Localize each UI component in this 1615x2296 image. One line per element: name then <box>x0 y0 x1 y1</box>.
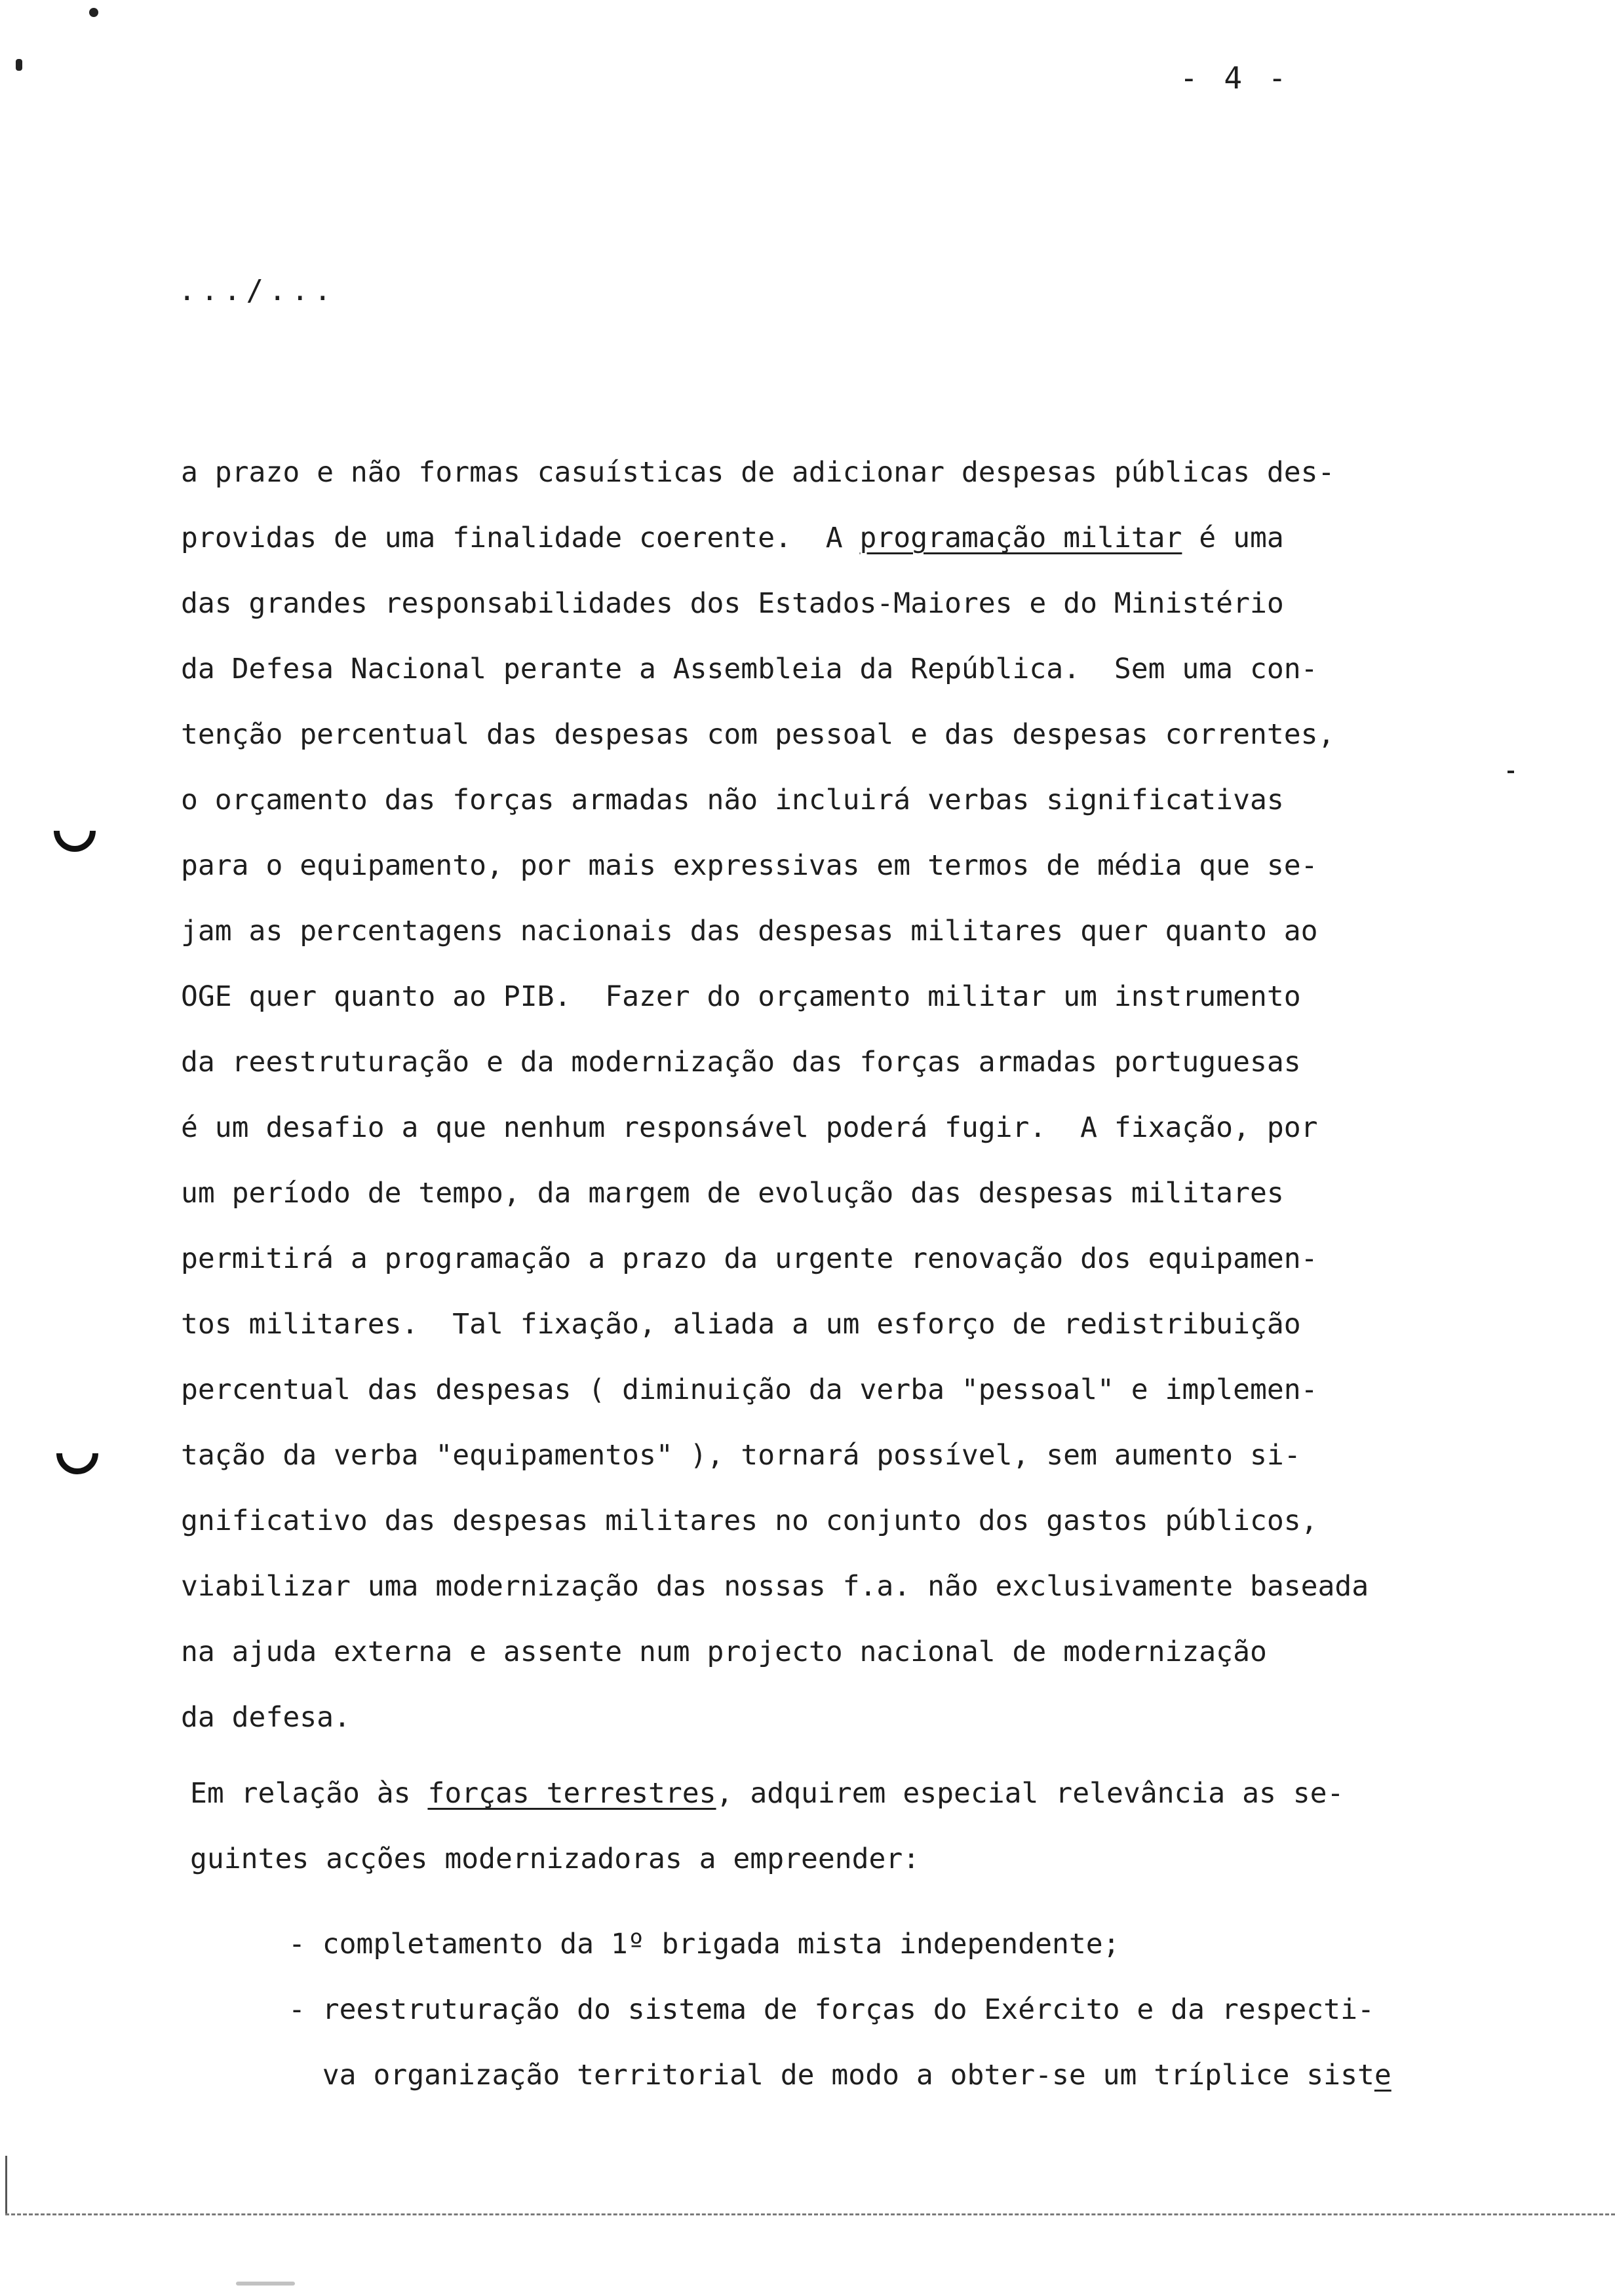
list-item-line <box>288 1993 1374 2026</box>
paragraph-line <box>181 1638 1267 1666</box>
punch-hole-mark <box>45 801 105 861</box>
line-text: viabilizar uma modernização das nossas f.a. não exclusivamente baseada <box>181 1570 1369 1603</box>
scan-speck <box>1508 771 1514 773</box>
paragraph-line <box>181 655 1318 683</box>
underlined-term: programação militar <box>859 522 1182 554</box>
line-text: jam as percentagens nacionais das despesas militares quer quanto ao <box>181 915 1318 947</box>
paragraph-line <box>181 1179 1284 1208</box>
paragraph-line <box>181 1373 1318 1406</box>
paragraph-line <box>181 587 1284 620</box>
paragraph-line <box>181 456 1335 489</box>
line-text: - completamento da 1º brigada mista independente; <box>288 1928 1120 1961</box>
line-text: tos militares. Tal fixação, aliada a um esforço de redistribuição <box>181 1308 1301 1341</box>
line-text: permitirá a programação a prazo da urgente renovação dos equipamen- <box>181 1242 1318 1275</box>
paragraph-line <box>190 1845 920 1873</box>
line-text: é um desafio a que nenhum responsável poderá fugir. A fixação, por <box>181 1111 1318 1144</box>
page-number: - 4 - <box>1180 60 1291 96</box>
paragraph-line <box>181 1242 1318 1275</box>
line-text: para o equipamento, por mais expressivas em termos de média que se- <box>181 849 1318 882</box>
line-text: - reestruturação do sistema de forças do Exército e da respecti- <box>288 1993 1374 2026</box>
list-item-line <box>288 2061 1391 2090</box>
scan-speck <box>89 8 98 17</box>
line-text: va organização territorial de modo a obter-se um tríplice sist <box>288 2059 1374 2092</box>
line-text: guintes acções modernizadoras a empreender: <box>190 1843 920 1875</box>
line-text: na ajuda externa e assente num projecto nacional de modernização <box>181 1636 1267 1668</box>
line-text: a prazo e não formas casuísticas de adicionar despesas públicas des- <box>181 456 1335 489</box>
scan-smudge <box>236 2282 295 2286</box>
paragraph-line <box>181 1048 1301 1077</box>
paragraph-line <box>181 1504 1318 1537</box>
underlined-term: e <box>1374 2059 1391 2092</box>
punch-hole-mark <box>48 1424 107 1483</box>
paragraph-line <box>181 1111 1318 1144</box>
line-text: da Defesa Nacional perante a Assembleia da República. Sem uma con- <box>181 653 1318 685</box>
paragraph-line <box>181 786 1284 814</box>
paragraph-line <box>181 849 1318 882</box>
underlined-term: forças terrestres <box>427 1777 716 1810</box>
line-text: tação da verba "equipamentos" ), tornará possível, sem aumento si- <box>181 1439 1301 1472</box>
paragraph-line <box>181 718 1335 751</box>
paragraph-line <box>181 1701 351 1734</box>
line-text: percentual das despesas ( diminuição da verba "pessoal" e implemen- <box>181 1373 1318 1406</box>
line-text: um período de tempo, da margem de evolução das despesas militares <box>181 1177 1284 1210</box>
line-text: , adquirem especial relevância as se- <box>716 1777 1344 1810</box>
scan-bottom-rule <box>5 2213 1615 2215</box>
list-item-line <box>288 1930 1120 1959</box>
paragraph-line <box>181 1570 1369 1603</box>
line-text: tenção percentual das despesas com pessoal e das despesas correntes, <box>181 718 1335 751</box>
paragraph-line <box>181 1439 1301 1472</box>
line-text: providas de uma finalidade coerente. A <box>181 522 860 554</box>
paragraph-line <box>190 1777 1344 1810</box>
line-text: Em relação às <box>190 1777 428 1810</box>
line-text: das grandes responsabilidades dos Estados-Maiores e do Ministério <box>181 587 1284 620</box>
line-text: OGE quer quanto ao PIB. Fazer do orçamento militar um instrumento <box>181 980 1301 1013</box>
line-text: da reestruturação e da modernização das forças armadas portuguesas <box>181 1046 1301 1079</box>
paragraph-line <box>181 524 1284 552</box>
paragraph-line <box>181 980 1301 1013</box>
paragraph-line <box>181 917 1318 946</box>
scan-speck <box>16 59 22 71</box>
scan-edge-line <box>5 2156 7 2215</box>
paragraph-line <box>181 1308 1301 1341</box>
line-text: o orçamento das forças armadas não incluirá verbas significativas <box>181 784 1284 816</box>
continuation-mark: .../... <box>178 274 337 307</box>
line-text: da defesa. <box>181 1701 351 1734</box>
line-text: é uma <box>1182 522 1284 554</box>
line-text: gnificativo das despesas militares no conjunto dos gastos públicos, <box>181 1504 1318 1537</box>
